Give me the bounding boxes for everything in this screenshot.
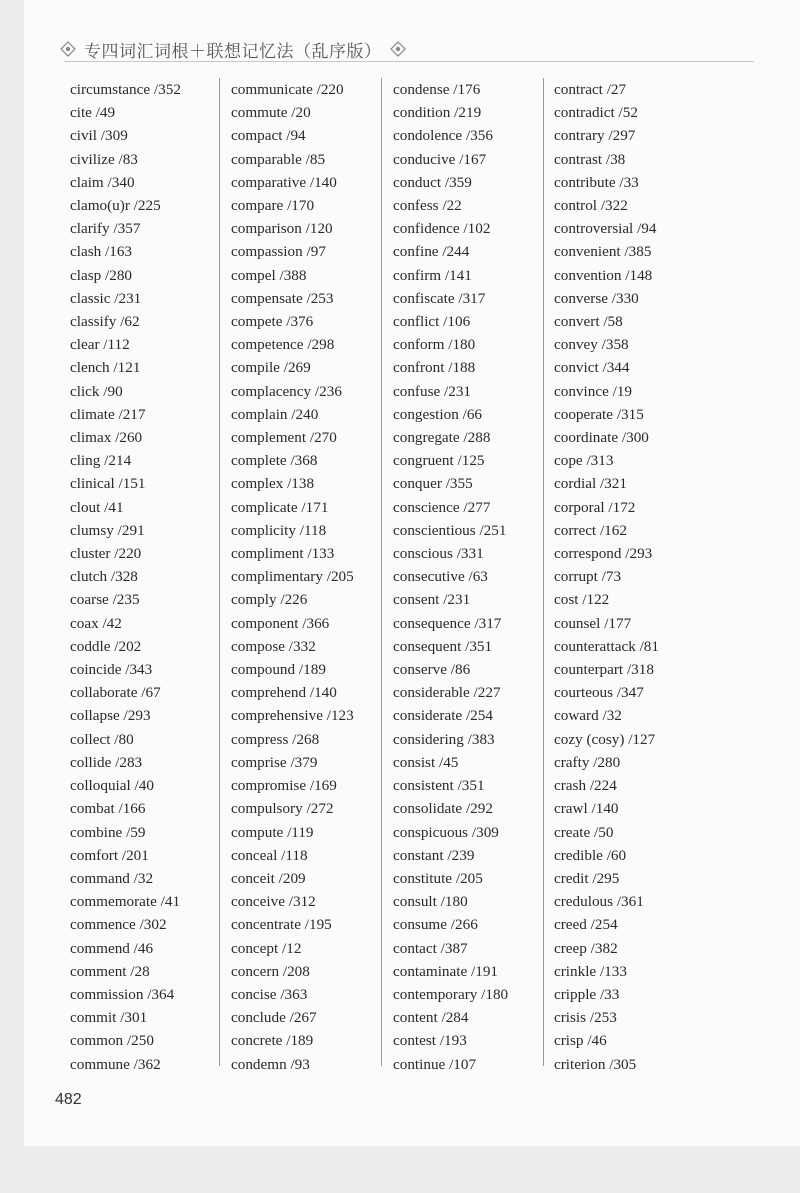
- word-entry: considerate /254: [393, 707, 493, 725]
- word-entry: crawl /140: [554, 800, 619, 818]
- word-entry: climax /260: [70, 429, 143, 447]
- word-entry: cling /214: [70, 452, 132, 470]
- word-entry: consecutive /63: [393, 568, 488, 586]
- word-entry: conquer /355: [393, 475, 473, 493]
- word-entry: complicate /171: [231, 498, 329, 516]
- word-entry: clutch /328: [70, 568, 138, 586]
- word-entry: considerable /227: [393, 684, 501, 702]
- word-entry: combat /166: [70, 800, 146, 818]
- word-entry: comply /226: [231, 591, 308, 609]
- word-entry: condense /176: [393, 81, 481, 98]
- word-entry: comfort /201: [70, 846, 149, 864]
- word-entry: compact /94: [231, 127, 306, 145]
- word-entry: clear /112: [70, 336, 130, 354]
- word-entry: concept /12: [231, 939, 302, 957]
- word-entry: collapse /293: [70, 707, 151, 725]
- word-column-3: [393, 78, 508, 1076]
- word-entry: creep /382: [554, 939, 618, 957]
- word-entry: conflict /106: [393, 313, 471, 331]
- word-entry: classify /62: [70, 313, 140, 331]
- word-entry: contradict /52: [554, 104, 638, 122]
- word-entry: conduct /359: [393, 173, 472, 191]
- word-entry: compensate /253: [231, 289, 334, 307]
- word-entry: complacency /236: [231, 382, 342, 400]
- header-title: 专四词汇词根＋联想记忆法（乱序版）: [84, 41, 382, 62]
- word-entry: control /322: [554, 197, 628, 215]
- word-entry: conscientious /251: [393, 521, 507, 539]
- word-entry: confirm /141: [393, 266, 472, 284]
- word-entry: cope /313: [554, 452, 614, 470]
- word-entry: clinical /151: [70, 475, 146, 493]
- word-entry: commune /362: [70, 1055, 161, 1073]
- word-entry: collide /283: [70, 753, 143, 771]
- word-entry: comprehensive /123: [231, 707, 354, 725]
- word-entry: congruent /125: [393, 452, 485, 470]
- word-entry: creed /254: [554, 916, 618, 934]
- word-entry: cite /49: [70, 104, 116, 122]
- word-entry: constant /239: [393, 846, 475, 864]
- word-entry: crisis /253: [554, 1009, 617, 1027]
- page-number: 482: [55, 1091, 82, 1108]
- word-entry: condolence /356: [393, 127, 493, 145]
- word-entry: common /250: [70, 1032, 154, 1050]
- word-entry: conceit /209: [231, 869, 306, 887]
- word-entry: counterattack /81: [554, 637, 659, 655]
- word-entry: conceal /118: [231, 846, 308, 864]
- word-entry: convention /148: [554, 266, 653, 284]
- word-entry: clumsy /291: [70, 521, 145, 539]
- word-entry: compel /388: [231, 266, 307, 284]
- word-entry: comprise /379: [231, 753, 318, 771]
- word-entry: confiscate /317: [393, 289, 486, 307]
- word-entry: complain /240: [231, 405, 319, 423]
- word-entry: coincide /343: [70, 661, 153, 679]
- word-entry: conform /180: [393, 336, 476, 354]
- word-entry: counsel /177: [554, 614, 632, 632]
- word-entry: concrete /189: [231, 1032, 314, 1050]
- word-entry: convince /19: [554, 382, 633, 400]
- word-entry: courteous /347: [554, 684, 644, 702]
- word-entry: crinkle /133: [554, 962, 627, 980]
- word-entry: conducive /167: [393, 150, 487, 168]
- word-entry: complete /368: [231, 452, 318, 470]
- word-entry: compare /170: [231, 197, 315, 215]
- word-entry: civil /309: [70, 127, 128, 145]
- word-entry: continue /107: [393, 1055, 477, 1073]
- word-entry: crisp /46: [554, 1032, 607, 1050]
- word-entry: conspicuous /309: [393, 823, 499, 841]
- word-entry: criterion /305: [554, 1055, 637, 1073]
- word-entry: clout /41: [70, 498, 124, 516]
- word-entry: confine /244: [393, 243, 470, 261]
- word-entry: concern /208: [231, 962, 310, 980]
- word-entry: communicate /220: [231, 81, 344, 98]
- word-entry: conserve /86: [393, 661, 471, 679]
- word-entry: claim /340: [70, 173, 135, 191]
- word-entry: contest /193: [393, 1032, 467, 1050]
- word-entry: comprehend /140: [231, 684, 337, 702]
- word-entry: collaborate /67: [70, 684, 161, 702]
- word-entry: clasp /280: [70, 266, 133, 284]
- word-entry: credit /295: [554, 869, 620, 887]
- word-entry: civilize /83: [70, 150, 138, 168]
- word-entry: conclude /267: [231, 1009, 317, 1027]
- word-entry: collect /80: [70, 730, 134, 748]
- word-entry: crash /224: [554, 777, 617, 795]
- word-entry: contemporary /180: [393, 985, 509, 1003]
- word-entry: comparable /85: [231, 150, 326, 168]
- word-column-4: [554, 78, 659, 1076]
- word-entry: commute /20: [231, 104, 311, 122]
- word-entry: constitute /205: [393, 869, 483, 887]
- word-entry: consequent /351: [393, 637, 493, 655]
- word-entry: contrary /297: [554, 127, 636, 145]
- word-entry: consent /231: [393, 591, 471, 609]
- word-entry: contact /387: [393, 939, 468, 957]
- column-divider: [543, 78, 544, 1066]
- word-entry: commemorate /41: [70, 893, 181, 911]
- word-entry: commence /302: [70, 916, 167, 934]
- word-entry: clarify /357: [70, 220, 141, 238]
- word-entry: corporal /172: [554, 498, 636, 516]
- word-entry: coarse /235: [70, 591, 140, 609]
- word-entry: cozy (cosy) /127: [554, 730, 656, 748]
- word-entry: coward /32: [554, 707, 622, 725]
- word-entry: consequence /317: [393, 614, 502, 632]
- word-entry: contaminate /191: [393, 962, 499, 980]
- word-entry: compose /332: [231, 637, 316, 655]
- word-entry: cost /122: [554, 591, 610, 609]
- diamond-ornament-icon: [60, 41, 76, 57]
- word-entry: clash /163: [70, 243, 133, 261]
- word-entry: conceive /312: [231, 893, 316, 911]
- word-entry: contrast /38: [554, 150, 626, 168]
- word-entry: comment /28: [70, 962, 150, 980]
- word-entry: correspond /293: [554, 545, 653, 563]
- word-entry: counterpart /318: [554, 661, 654, 679]
- word-entry: congregate /288: [393, 429, 491, 447]
- word-entry: crafty /280: [554, 753, 621, 771]
- word-entry: concise /363: [231, 985, 308, 1003]
- word-entry: cordial /321: [554, 475, 627, 493]
- word-entry: contribute /33: [554, 173, 639, 191]
- word-entry: conscious /331: [393, 545, 484, 563]
- word-entry: consume /266: [393, 916, 478, 934]
- word-entry: conscience /277: [393, 498, 491, 516]
- word-entry: confront /188: [393, 359, 476, 377]
- word-entry: confess /22: [393, 197, 462, 215]
- word-entry: complimentary /205: [231, 568, 354, 586]
- word-entry: click /90: [70, 382, 123, 400]
- word-entry: component /366: [231, 614, 330, 632]
- word-entry: commission /364: [70, 985, 175, 1003]
- word-entry: clench /121: [70, 359, 141, 377]
- word-entry: corrupt /73: [554, 568, 622, 586]
- word-entry: convict /344: [554, 359, 630, 377]
- word-entry: credulous /361: [554, 893, 644, 911]
- word-entry: congestion /66: [393, 405, 483, 423]
- word-entry: convert /58: [554, 313, 623, 331]
- word-entry: cooperate /315: [554, 405, 644, 423]
- word-entry: comparative /140: [231, 173, 337, 191]
- word-entry: consist /45: [393, 753, 459, 771]
- word-entry: complex /138: [231, 475, 315, 493]
- word-entry: condemn /93: [231, 1055, 310, 1073]
- word-entry: compute /119: [231, 823, 314, 841]
- word-entry: compassion /97: [231, 243, 326, 261]
- word-entry: command /32: [70, 869, 154, 887]
- column-divider: [219, 78, 220, 1066]
- word-entry: create /50: [554, 823, 614, 841]
- word-entry: cluster /220: [70, 545, 142, 563]
- word-entry: content /284: [393, 1009, 469, 1027]
- word-entry: compress /268: [231, 730, 320, 748]
- word-entry: compete /376: [231, 313, 314, 331]
- word-entry: coddle /202: [70, 637, 142, 655]
- word-entry: compromise /169: [231, 777, 337, 795]
- word-entry: classic /231: [70, 289, 142, 307]
- word-entry: confidence /102: [393, 220, 491, 238]
- word-entry: compulsory /272: [231, 800, 334, 818]
- word-column-1: [70, 78, 181, 1076]
- word-entry: cripple /33: [554, 985, 620, 1003]
- word-entry: compound /189: [231, 661, 326, 679]
- page-header: [60, 35, 406, 63]
- column-divider: [381, 78, 382, 1066]
- word-entry: complicity /118: [231, 521, 327, 539]
- diamond-ornament-icon: [390, 41, 406, 57]
- word-entry: consult /180: [393, 893, 468, 911]
- word-column-2: [231, 78, 354, 1076]
- word-entry: concentrate /195: [231, 916, 332, 934]
- word-entry: clamo(u)r /225: [70, 197, 161, 215]
- word-entry: condition /219: [393, 104, 482, 122]
- word-entry: complement /270: [231, 429, 337, 447]
- word-entry: comparison /120: [231, 220, 333, 238]
- word-entry: credible /60: [554, 846, 627, 864]
- word-entry: coordinate /300: [554, 429, 649, 447]
- word-entry: compile /269: [231, 359, 311, 377]
- word-entry: compliment /133: [231, 545, 335, 563]
- word-entry: commit /301: [70, 1009, 148, 1027]
- word-entry: consistent /351: [393, 777, 485, 795]
- word-entry: circumstance /352: [70, 81, 181, 98]
- word-entry: convenient /385: [554, 243, 652, 261]
- word-entry: coax /42: [70, 614, 122, 632]
- word-entry: colloquial /40: [70, 777, 154, 795]
- word-entry: consolidate /292: [393, 800, 493, 818]
- word-entry: correct /162: [554, 521, 627, 539]
- word-entry: competence /298: [231, 336, 335, 354]
- word-entry: contract /27: [554, 81, 627, 98]
- word-entry: combine /59: [70, 823, 146, 841]
- word-entry: converse /330: [554, 289, 639, 307]
- word-entry: commend /46: [70, 939, 154, 957]
- word-entry: controversial /94: [554, 220, 657, 238]
- word-entry: confuse /231: [393, 382, 472, 400]
- header-rule: [64, 61, 754, 62]
- word-entry: considering /383: [393, 730, 495, 748]
- word-entry: climate /217: [70, 405, 146, 423]
- word-entry: convey /358: [554, 336, 629, 354]
